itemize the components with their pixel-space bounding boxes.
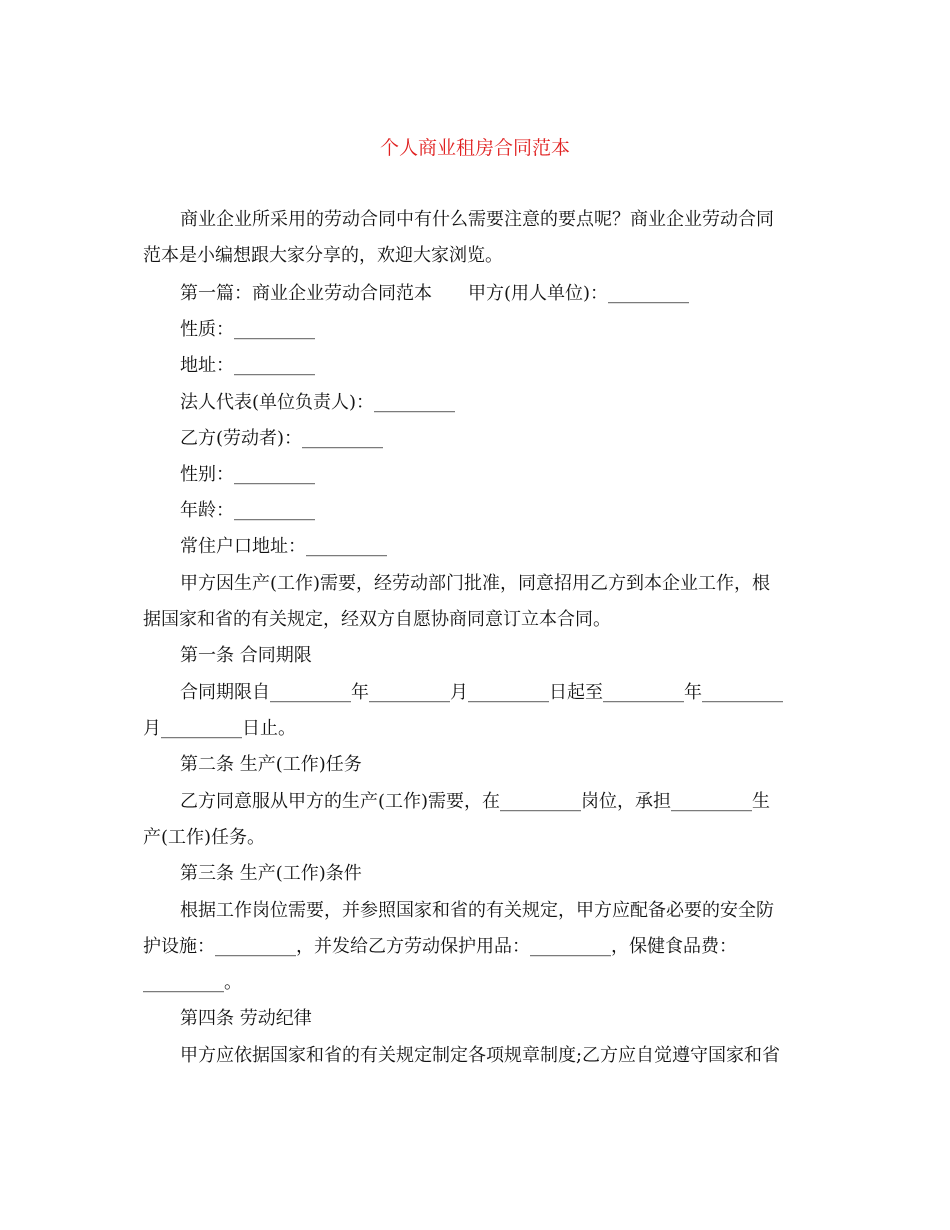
field-line-address: 地址：_________ [180,355,315,376]
paragraph-line: 根据工作岗位需要，并参照国家和省的有关规定，甲方应配备必要的安全防 [180,900,774,921]
field-line-legal-rep: 法人代表(单位负责人)：_________ [180,392,456,413]
field-line-nature: 性质：_________ [180,319,315,340]
section-heading: 第四条 劳动纪律 [180,1008,312,1029]
paragraph-line: 甲方应依据国家和省的有关规定制定各项规章制度;乙方应自觉遵守国家和省 [180,1045,781,1066]
paragraph-line: 产(工作)任务。 [143,827,266,848]
field-line-residence: 常住户口地址：_________ [180,536,387,557]
paragraph-line: 护设施：_________，并发给乙方劳动保护用品：_________，保健食品费： [143,936,737,957]
section-heading: 第一条 合同期限 [180,645,312,666]
paragraph-line: 甲方因生产(工作)需要，经劳动部门批准，同意招用乙方到本企业工作，根 [180,573,771,594]
field-line-party-b: 乙方(劳动者)：_________ [180,428,384,449]
paragraph-line: 商业企业所采用的劳动合同中有什么需要注意的要点呢？商业企业劳动合同 [180,209,774,230]
paragraph-line: 合同期限自_________年_________月_________日起至_________年_________ [180,682,783,703]
document-title: 个人商业租房合同范本 [379,137,570,159]
paragraph-line: 乙方同意服从甲方的生产(工作)需要，在_________岗位，承担_________生 [180,791,771,812]
section-heading: 第二条 生产(工作)任务 [180,754,362,775]
paragraph-line: 据国家和省的有关规定，经双方自愿协商同意订立本合同。 [143,609,611,630]
paragraph-line: 第一篇：商业企业劳动合同范本 甲方(用人单位)：_________ [180,283,690,304]
section-heading: 第三条 生产(工作)条件 [180,863,362,884]
field-line-age: 年龄：_________ [180,500,315,521]
paragraph-line: _________。 [143,972,242,993]
paragraph-line: 范本是小编想跟大家分享的，欢迎大家浏览。 [143,245,503,266]
paragraph-line: 月_________日止。 [143,718,296,739]
field-line-gender: 性别：_________ [180,464,315,485]
